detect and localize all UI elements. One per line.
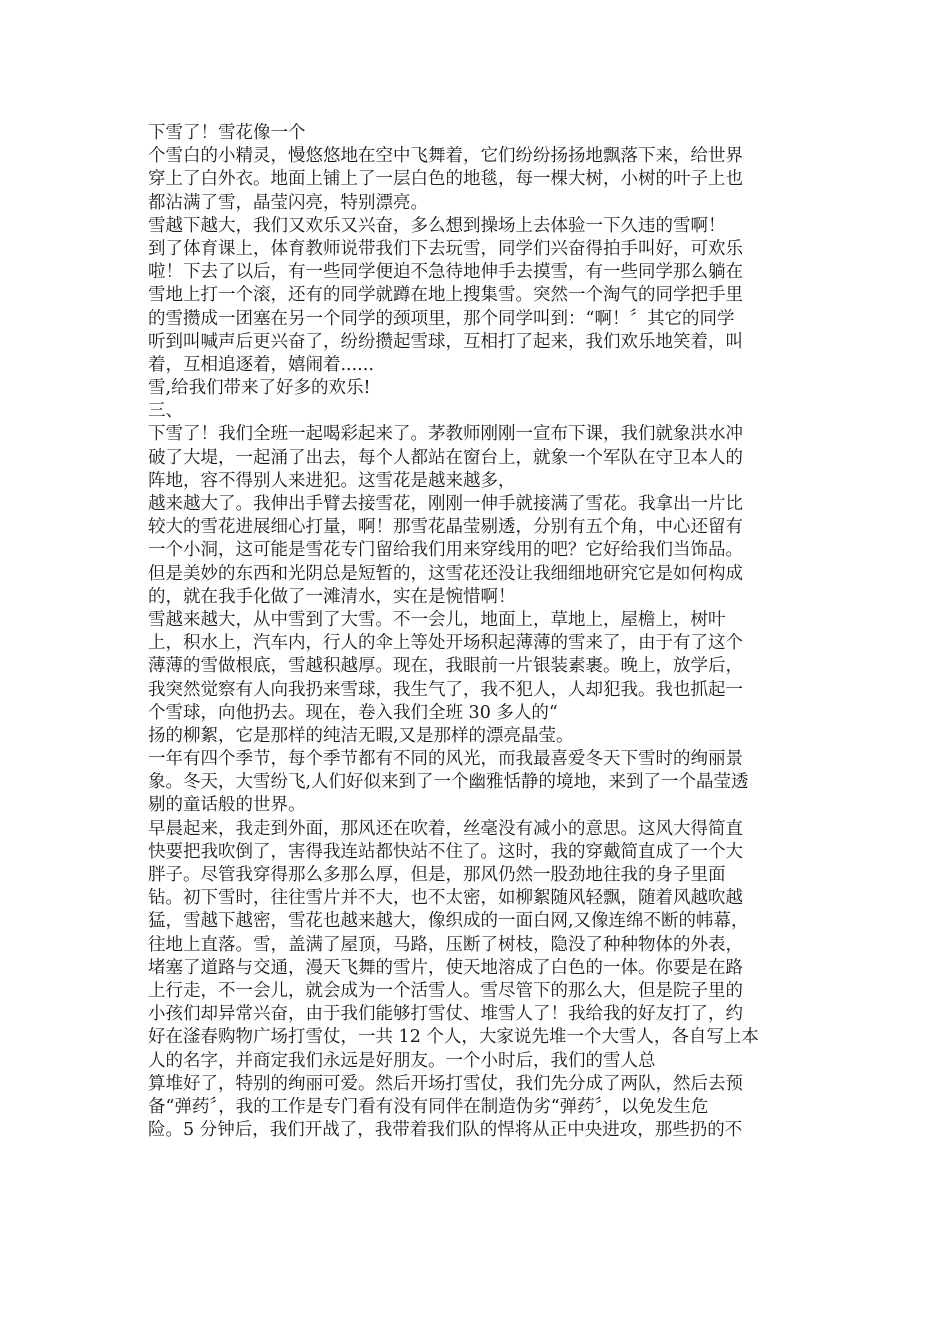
- text-line: 下雪了！我们全班一起喝彩起来了。茅教师刚刚一宣布下课，我们就象洪水冲: [148, 424, 743, 445]
- text-line: 薄薄的雪做根底，雪越积越厚。现在，我眼前一片银装素裹。晚上，放学后，: [148, 656, 743, 677]
- text-line: 扬的柳絮，它是那样的纯洁无暇,又是那样的漂亮晶莹。: [148, 725, 574, 746]
- text-line: 一个小洞，这可能是雪花专门留给我们用来穿线用的吧？它好给我们当饰品。: [148, 540, 743, 561]
- text-line: 上，积水上，汽车内，行人的伞上等处开场积起薄薄的雪来了，由于有了这个: [148, 633, 743, 654]
- text-line: 的雪攒成一团塞在另一个同学的颈项里，那个同学叫到：“啊！〞其它的同学: [148, 308, 735, 329]
- text-line: 越来越大了。我伸出手臂去接雪花，刚刚一伸手就接满了雪花。我拿出一片比: [148, 494, 743, 514]
- text-line: 但是美妙的东西和光阴总是短暂的，这雪花还没让我细细地研究它是如何构成: [148, 563, 743, 584]
- text-line: 个雪球，向他扔去。现在，卷入我们全班 30 多人的“: [148, 702, 558, 723]
- text-line: 到了体育课上，体育教师说带我们下去玩雪，同学们兴奋得拍手叫好，可欢乐: [148, 238, 743, 259]
- text-line: 着，互相追逐着，嬉闹着......: [148, 354, 374, 375]
- text-line: 小孩们却异常兴奋，由于我们能够打雪仗、堆雪人了！我给我的好友打了，约: [148, 1004, 743, 1025]
- text-line: 穿上了白外衣。地面上铺上了一层白色的地毯，每一棵大树，小树的叶子上也: [148, 169, 743, 190]
- text-line: 雪,给我们带来了好多的欢乐!: [148, 378, 371, 399]
- text-line: 雪越下越大，我们又欢乐又兴奋，多么想到操场上去体验一下久违的雪啊！: [148, 215, 726, 236]
- text-line: 上行走，不一会儿，就会成为一个活雪人。雪尽管下的那么大，但是院子里的: [148, 980, 743, 1001]
- text-line: 都沾满了雪，晶莹闪亮，特别漂亮。: [148, 192, 428, 213]
- text-line: 啦！下去了以后，有一些同学便迫不急待地伸手去摸雪，有一些同学那么躺在: [148, 262, 743, 283]
- text-line: 下雪了！雪花像一个: [148, 123, 306, 143]
- text-line: 象。冬天，大雪纷飞,人们好似来到了一个幽雅恬静的境地，来到了一个晶莹透: [148, 772, 749, 793]
- text-line: 险。5 分钟后，我们开战了，我带着我们队的悍将从正中央进攻，那些扔的不: [148, 1120, 743, 1141]
- text-line: 破了大堤，一起涌了出去，每个人都站在窗台上，就象一个军队在守卫本人的: [148, 447, 743, 468]
- text-line: 雪地上打一个滚，还有的同学就蹲在地上搜集雪。突然一个淘气的同学把手里: [148, 285, 743, 306]
- text-line: 听到叫喊声后更兴奋了，纷纷攒起雪球，互相打了起来，我们欢乐地笑着，叫: [148, 331, 743, 352]
- text-line: 人的名字，并商定我们永远是好朋友。一个小时后，我们的雪人总: [148, 1050, 656, 1071]
- essay-body: [148, 122, 808, 1142]
- text-line: 好在滏春购物广场打雪仗，一共 12 个人，大家说先堆一个大雪人，各自写上本: [148, 1027, 759, 1048]
- text-line: 阵地，容不得别人来进犯。这雪花是越来越多，: [148, 470, 516, 491]
- text-line: 快要把我吹倒了，害得我连站都快站不住了。这时，我的穿戴简直成了一个大: [148, 841, 743, 862]
- text-line: 堵塞了道路与交通，漫天飞舞的雪片，使天地溶成了白色的一体。你要是在路: [148, 957, 743, 978]
- text-line: 雪越来越大，从中雪到了大雪。不一会儿，地面上，草地上，屋檐上，树叶: [148, 609, 726, 630]
- text-line: 剔的童话般的世界。: [148, 795, 306, 816]
- text-line: 备“弹药〞，我的工作是专门看有没有同伴在制造伪劣“弹药〞，以免发生危: [148, 1096, 709, 1117]
- text-line: 较大的雪花进展细心打量，啊！那雪花晶莹剔透，分别有五个角，中心还留有: [148, 517, 743, 538]
- text-line: 的，就在我手化做了一滩清水，实在是惋惜啊！: [148, 586, 516, 607]
- text-line: 猛，雪越下越密，雪花也越来越大，像织成的一面白网,又像连绵不断的帏幕，: [148, 911, 749, 932]
- text-line: 钻。初下雪时，往往雪片并不大，也不太密，如柳絮随风轻飘，随着风越吹越: [148, 888, 743, 909]
- text-line: 一年有四个季节，每个季节都有不同的风光，而我最喜爱冬天下雪时的绚丽景: [148, 749, 743, 770]
- text-line: 早晨起来，我走到外面，那风还在吹着，丝毫没有减小的意思。这风大得简直: [148, 818, 743, 839]
- text-line: 往地上直落。雪，盖满了屋顶，马路，压断了树枝，隐没了种种物体的外表，: [148, 934, 743, 955]
- text-line: 胖子。尽管我穿得那么多那么厚，但是，那风仍然一股劲地往我的身子里面: [148, 865, 726, 885]
- text-line: 个雪白的小精灵，慢悠悠地在空中飞舞着，它们纷纷扬扬地飘落下来，给世界: [148, 146, 743, 167]
- section-heading: 三、: [148, 401, 183, 422]
- text-line: 我突然觉察有人向我扔来雪球，我生气了，我不犯人，人却犯我。我也抓起一: [148, 679, 743, 700]
- text-line: 算堆好了，特别的绚丽可爱。然后开场打雪仗，我们先分成了两队，然后去预: [148, 1073, 743, 1094]
